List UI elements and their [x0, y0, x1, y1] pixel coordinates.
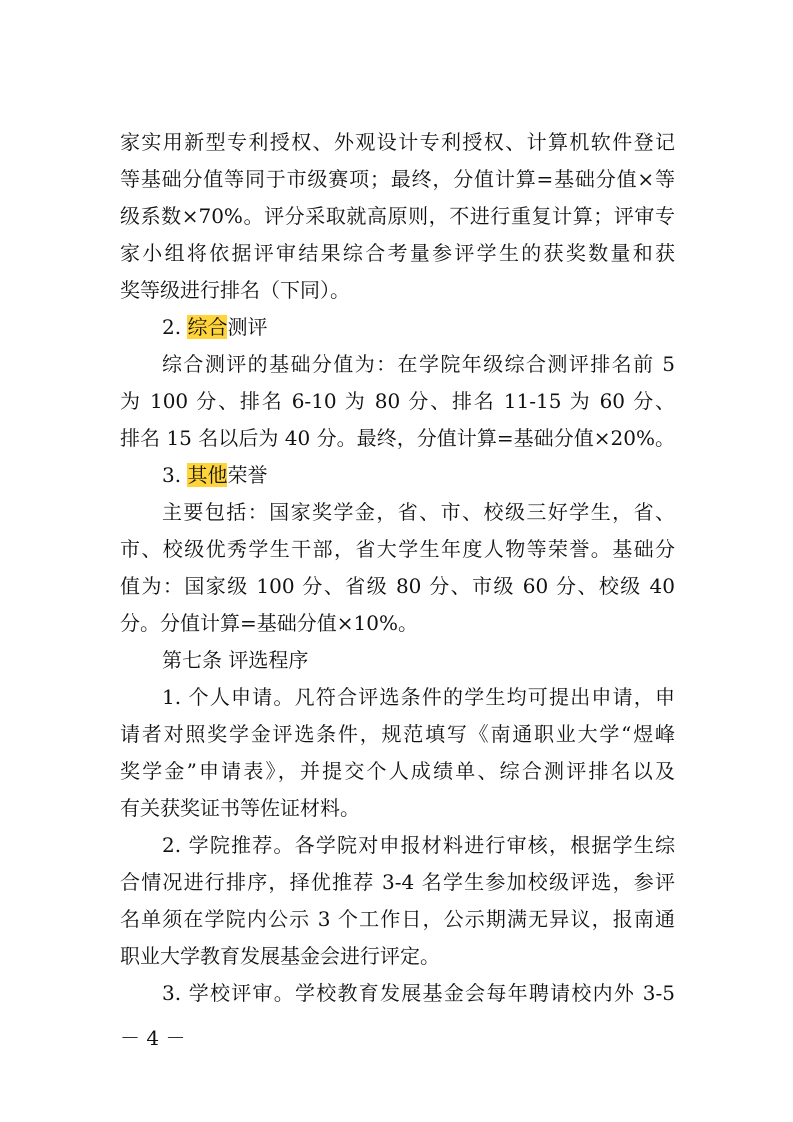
- text-line: 职业大学教育发展基金会进行评定。: [120, 944, 440, 968]
- text-line: 分。分值计算=基础分值×10%。: [120, 611, 418, 635]
- text-line: 级系数×70%。评分采取就高原则，不进行重复计算；评审专: [120, 204, 675, 228]
- text-line: 请者对照奖学金评选条件，规范填写《南通职业大学“煜峰: [120, 722, 675, 746]
- text-line: 奖学金”申请表》，并提交个人成绩单、综合测评排名以及: [120, 759, 675, 783]
- text-line: 合情况进行排序，择优推荐 3-4 名学生参加校级评选，参评: [120, 870, 675, 894]
- text-line: 奖等级进行排名（下同）。: [120, 278, 350, 302]
- text-line: 3. 学校评审。学校教育发展基金会每年聘请校内外 3-5: [162, 981, 675, 1005]
- section-number: 3.: [162, 463, 188, 487]
- text-line: 市、校级优秀学生干部，省大学生年度人物等荣誉。基础分: [120, 537, 675, 561]
- text-line: 有关获奖证书等佐证材料。: [120, 796, 360, 820]
- section-heading-text: 荣誉: [227, 463, 268, 487]
- highlighted-text: 其他: [187, 463, 228, 487]
- text-line: 1. 个人申请。凡符合评选条件的学生均可提出申请，申: [162, 685, 675, 709]
- text-line: 2. 学院推荐。各学院对申报材料进行审核，根据学生综: [162, 833, 675, 857]
- text-line: 排名 15 名以后为 40 分。最终，分值计算=基础分值×20%。: [120, 426, 675, 450]
- text-line: 值为：国家级 100 分、省级 80 分、市级 60 分、校级 40: [120, 574, 675, 598]
- text-line: 名单须在学院内公示 3 个工作日，公示期满无异议，报南通: [120, 907, 675, 931]
- section-heading-2: [162, 315, 675, 339]
- section-heading-3: [162, 463, 675, 487]
- article-title: 第七条 评选程序: [162, 648, 309, 672]
- text-line: 主要包括：国家奖学金，省、市、校级三好学生，省、: [162, 500, 675, 524]
- text-line: 等基础分值等同于市级赛项；最终，分值计算=基础分值×等: [120, 167, 675, 191]
- text-line: 为 100 分、排名 6-10 为 80 分、排名 11-15 为 60 分、: [120, 389, 675, 413]
- section-heading-text: 测评: [227, 315, 268, 339]
- highlighted-text: 综合: [187, 315, 228, 339]
- section-number: 2.: [162, 315, 188, 339]
- text-line: 综合测评的基础分值为：在学院年级综合测评排名前 5: [162, 352, 675, 376]
- text-line: 家小组将依据评审结果综合考量参评学生的获奖数量和获: [120, 241, 675, 265]
- text-line: 家实用新型专利授权、外观设计专利授权、计算机软件登记: [120, 130, 675, 154]
- page-number: － 4 －: [120, 1026, 186, 1050]
